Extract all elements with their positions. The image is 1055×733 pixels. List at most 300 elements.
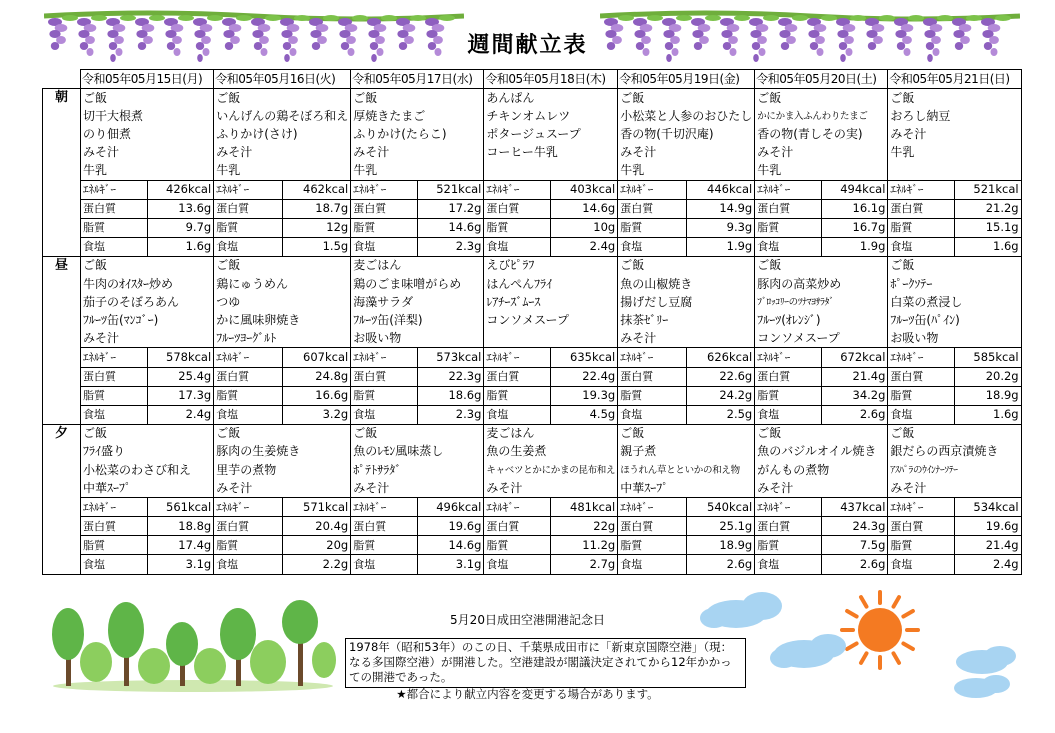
nutrient-value-fat: 9.3g — [686, 218, 755, 237]
nutrient-label-protein: 蛋白質 — [755, 517, 822, 536]
dish-item: かに風味卵焼き — [214, 311, 351, 329]
dish-item — [484, 161, 618, 180]
dish-item: 豚肉の生姜焼き — [214, 443, 351, 461]
nutrient-value-protein: 25.1g — [686, 517, 755, 536]
dish-row — [43, 479, 1022, 498]
dish-item: 麦ごはん — [351, 256, 484, 275]
dish-item: みそ汁 — [214, 143, 351, 161]
nutrient-label-energy: ｴﾈﾙｷﾞｰ — [755, 180, 822, 199]
date-header: 令和05年05月15日(月) — [81, 70, 214, 89]
dish-item: みそ汁 — [351, 479, 484, 498]
nutrient-label-salt: 食塩 — [214, 237, 283, 256]
nutrient-label-fat: 脂質 — [351, 218, 418, 237]
dish-item: ﾌﾙｰﾂ缶(ﾊﾟｲﾝ) — [888, 311, 1021, 329]
dish-item: みそ汁 — [755, 479, 888, 498]
nutrient-value-salt: 1.6g — [955, 405, 1022, 424]
nutrient-value-energy: 496kcal — [417, 498, 484, 517]
nutrient-label-protein: 蛋白質 — [888, 517, 955, 536]
nutrient-label-salt: 食塩 — [214, 555, 283, 574]
dish-row — [43, 161, 1022, 180]
dish-item: 小松菜と人参のおひたし — [618, 107, 755, 125]
nutrient-label-energy: ｴﾈﾙｷﾞｰ — [484, 498, 551, 517]
date-header-row — [43, 70, 1022, 89]
nutrient-label-salt: 食塩 — [755, 237, 822, 256]
nutrient-value-energy: 635kcal — [551, 348, 618, 367]
nutrient-value-fat: 12g — [282, 218, 351, 237]
nutrient-label-protein: 蛋白質 — [214, 517, 283, 536]
dish-item: 魚のﾚﾓﾝ風味蒸し — [351, 443, 484, 461]
dish-item: ご飯 — [618, 424, 755, 443]
dish-item — [888, 161, 1021, 180]
date-header: 令和05年05月20日(土) — [755, 70, 888, 89]
dish-item: ﾌﾗｲ盛り — [81, 443, 214, 461]
dish-item — [484, 329, 618, 348]
nutrient-value-energy: 573kcal — [417, 348, 484, 367]
nutrient-label-protein: 蛋白質 — [755, 367, 822, 386]
nutrient-value-energy: 578kcal — [147, 348, 214, 367]
nutrient-label-energy: ｴﾈﾙｷﾞｰ — [351, 498, 418, 517]
nutrient-label-energy: ｴﾈﾙｷﾞｰ — [214, 498, 283, 517]
dish-row — [43, 461, 1022, 479]
dish-item: ご飯 — [81, 424, 214, 443]
nutrient-label-protein: 蛋白質 — [484, 517, 551, 536]
dish-item: ご飯 — [755, 424, 888, 443]
nutrient-label-energy: ｴﾈﾙｷﾞｰ — [618, 180, 687, 199]
nutrient-label-fat: 脂質 — [214, 386, 283, 405]
nutrient-row-fat — [43, 536, 1022, 555]
date-header: 令和05年05月21日(日) — [888, 70, 1021, 89]
nutrient-label-protein: 蛋白質 — [618, 367, 687, 386]
dish-row — [43, 89, 1022, 108]
dish-item: 厚焼きたまご — [351, 107, 484, 125]
dish-item: 中華ｽｰﾌﾟ — [81, 479, 214, 498]
dish-item: みそ汁 — [618, 143, 755, 161]
nutrient-value-fat: 34.2g — [821, 386, 888, 405]
dish-item: ご飯 — [618, 256, 755, 275]
nutrient-row-protein — [43, 517, 1022, 536]
dish-item: ｱｽﾊﾟﾗのｳｲﾝﾅｰｿﾃｰ — [888, 461, 1021, 479]
nutrient-label-energy: ｴﾈﾙｷﾞｰ — [888, 180, 955, 199]
nutrient-label-energy: ｴﾈﾙｷﾞｰ — [755, 348, 822, 367]
nutrient-label-fat: 脂質 — [755, 536, 822, 555]
dish-item: みそ汁 — [81, 143, 214, 161]
dish-item: ご飯 — [888, 424, 1021, 443]
nutrient-label-protein: 蛋白質 — [351, 517, 418, 536]
dish-item: ふりかけ(さけ) — [214, 125, 351, 143]
dish-item: ご飯 — [888, 256, 1021, 275]
dish-item: ほうれん草とといかの和え物 — [618, 461, 755, 479]
nutrient-label-salt: 食塩 — [214, 405, 283, 424]
nutrient-label-salt: 食塩 — [888, 405, 955, 424]
nutrient-value-protein: 14.6g — [551, 199, 618, 218]
nutrient-value-fat: 18.9g — [955, 386, 1022, 405]
nutrient-label-salt: 食塩 — [351, 555, 418, 574]
nutrient-value-protein: 19.6g — [417, 517, 484, 536]
nutrient-value-energy: 437kcal — [821, 498, 888, 517]
nutrient-value-protein: 24.8g — [282, 367, 351, 386]
nutrient-value-energy: 540kcal — [686, 498, 755, 517]
nutrient-value-fat: 9.7g — [147, 218, 214, 237]
dish-item: みそ汁 — [81, 329, 214, 348]
dish-row — [43, 125, 1022, 143]
dish-item: 揚げだし豆腐 — [618, 293, 755, 311]
nutrient-label-salt: 食塩 — [618, 555, 687, 574]
dish-row — [43, 329, 1022, 348]
dish-item: 香の物(青しその実) — [755, 125, 888, 143]
nutrient-label-protein: 蛋白質 — [618, 517, 687, 536]
nutrient-label-fat: 脂質 — [888, 218, 955, 237]
nutrient-label-energy: ｴﾈﾙｷﾞｰ — [484, 180, 551, 199]
nutrient-value-protein: 19.6g — [955, 517, 1022, 536]
dish-row — [43, 443, 1022, 461]
nutrient-label-salt: 食塩 — [484, 405, 551, 424]
dish-row — [43, 424, 1022, 443]
dish-item: ふりかけ(たらこ) — [351, 125, 484, 143]
corner-cell — [43, 70, 81, 89]
dish-item: みそ汁 — [888, 125, 1021, 143]
dish-item: ご飯 — [755, 256, 888, 275]
nutrient-label-energy: ｴﾈﾙｷﾞｰ — [81, 180, 148, 199]
dish-item: 里芋の煮物 — [214, 461, 351, 479]
nutrient-label-protein: 蛋白質 — [484, 367, 551, 386]
nutrient-value-salt: 2.3g — [417, 237, 484, 256]
nutrient-label-fat: 脂質 — [214, 218, 283, 237]
dish-item: 魚の山椒焼き — [618, 275, 755, 293]
nutrient-label-fat: 脂質 — [755, 218, 822, 237]
dish-item: 魚の生姜煮 — [484, 443, 618, 461]
nutrient-value-energy: 626kcal — [686, 348, 755, 367]
dish-item: 牛乳 — [214, 161, 351, 180]
dish-item: 銀だらの西京漬焼き — [888, 443, 1021, 461]
nutrient-label-fat: 脂質 — [81, 386, 148, 405]
nutrient-label-protein: 蛋白質 — [618, 199, 687, 218]
nutrient-value-fat: 19.3g — [551, 386, 618, 405]
dish-row — [43, 293, 1022, 311]
nutrient-value-salt: 2.6g — [686, 555, 755, 574]
meal-label: 昼 — [43, 256, 81, 424]
dish-item: みそ汁 — [484, 479, 618, 498]
nutrient-value-energy: 494kcal — [821, 180, 888, 199]
nutrient-row-salt — [43, 405, 1022, 424]
dish-item: ご飯 — [214, 424, 351, 443]
dish-item: お吸い物 — [351, 329, 484, 348]
nutrient-value-salt: 2.7g — [551, 555, 618, 574]
nutrient-value-energy: 571kcal — [282, 498, 351, 517]
nutrient-label-energy: ｴﾈﾙｷﾞｰ — [214, 180, 283, 199]
dish-item: がんもの煮物 — [755, 461, 888, 479]
dish-item: ご飯 — [888, 89, 1021, 108]
dish-item: 牛乳 — [888, 143, 1021, 161]
dish-item: 小松菜のわさび和え — [81, 461, 214, 479]
dish-item: 麦ごはん — [484, 424, 618, 443]
nutrient-value-energy: 534kcal — [955, 498, 1022, 517]
dish-item: ご飯 — [214, 256, 351, 275]
dish-row — [43, 275, 1022, 293]
nutrient-label-fat: 脂質 — [618, 536, 687, 555]
nutrient-label-fat: 脂質 — [351, 386, 418, 405]
nutrient-value-protein: 22.6g — [686, 367, 755, 386]
nutrient-row-energy — [43, 348, 1022, 367]
nutrient-value-energy: 607kcal — [282, 348, 351, 367]
nutrient-label-salt: 食塩 — [351, 405, 418, 424]
dish-item: 魚のバジルオイル焼き — [755, 443, 888, 461]
dish-item: お吸い物 — [888, 329, 1021, 348]
nutrient-value-salt: 3.2g — [282, 405, 351, 424]
dish-item: 海藻サラダ — [351, 293, 484, 311]
nutrient-value-energy: 462kcal — [282, 180, 351, 199]
nutrient-label-salt: 食塩 — [888, 555, 955, 574]
nutrient-label-protein: 蛋白質 — [214, 367, 283, 386]
dish-item: ﾌﾙｰﾂ缶(洋梨) — [351, 311, 484, 329]
nutrient-value-salt: 2.4g — [955, 555, 1022, 574]
dish-item: つゆ — [214, 293, 351, 311]
dish-item: ﾎﾟﾃﾄｻﾗﾀﾞ — [351, 461, 484, 479]
nutrient-value-protein: 20.2g — [955, 367, 1022, 386]
event-title: 5月20日成田空港開港記念日 — [450, 613, 605, 627]
dish-item: ﾎﾟｰｸｿﾃｰ — [888, 275, 1021, 293]
dish-item: 牛肉のｵｲｽﾀｰ炒め — [81, 275, 214, 293]
nutrient-value-energy: 585kcal — [955, 348, 1022, 367]
dish-item: 豚肉の高菜炒め — [755, 275, 888, 293]
nutrient-value-fat: 21.4g — [955, 536, 1022, 555]
nutrient-label-energy: ｴﾈﾙｷﾞｰ — [618, 348, 687, 367]
nutrient-row-fat — [43, 386, 1022, 405]
nutrient-label-salt: 食塩 — [618, 237, 687, 256]
dish-item: みそ汁 — [618, 329, 755, 348]
nutrient-label-protein: 蛋白質 — [81, 367, 148, 386]
nutrient-label-protein: 蛋白質 — [755, 199, 822, 218]
dish-item: ﾌﾙｰﾂ(ｵﾚﾝｼﾞ) — [755, 311, 888, 329]
dish-item: 鶏にゅうめん — [214, 275, 351, 293]
nutrient-label-protein: 蛋白質 — [81, 199, 148, 218]
dish-item: コーヒー牛乳 — [484, 143, 618, 161]
nutrient-label-fat: 脂質 — [484, 218, 551, 237]
nutrient-row-fat — [43, 218, 1022, 237]
dish-item: えびﾋﾟﾗﾌ — [484, 256, 618, 275]
nutrient-value-protein: 13.6g — [147, 199, 214, 218]
dish-row — [43, 311, 1022, 329]
nutrient-label-salt: 食塩 — [484, 555, 551, 574]
nutrient-value-protein: 17.2g — [417, 199, 484, 218]
nutrient-value-energy: 521kcal — [955, 180, 1022, 199]
nutrient-label-fat: 脂質 — [214, 536, 283, 555]
nutrient-value-fat: 17.3g — [147, 386, 214, 405]
date-header: 令和05年05月17日(水) — [351, 70, 484, 89]
nutrient-label-protein: 蛋白質 — [81, 517, 148, 536]
meal-label: 朝 — [43, 89, 81, 257]
dish-item: ご飯 — [81, 89, 214, 108]
nutrient-label-salt: 食塩 — [351, 237, 418, 256]
nutrient-row-energy — [43, 180, 1022, 199]
nutrient-label-energy: ｴﾈﾙｷﾞｰ — [351, 180, 418, 199]
nutrient-label-protein: 蛋白質 — [214, 199, 283, 218]
nutrient-value-salt: 1.9g — [821, 237, 888, 256]
dish-item: 茄子のそぼろあん — [81, 293, 214, 311]
nutrient-value-energy: 426kcal — [147, 180, 214, 199]
nutrient-value-fat: 11.2g — [551, 536, 618, 555]
nutrient-label-energy: ｴﾈﾙｷﾞｰ — [484, 348, 551, 367]
dish-item: ポタージュスープ — [484, 125, 618, 143]
dish-item: 白菜の煮浸し — [888, 293, 1021, 311]
nutrient-label-salt: 食塩 — [81, 237, 148, 256]
nutrient-label-fat: 脂質 — [484, 386, 551, 405]
nutrient-label-energy: ｴﾈﾙｷﾞｰ — [888, 348, 955, 367]
nutrient-value-fat: 20g — [282, 536, 351, 555]
nutrient-label-fat: 脂質 — [618, 386, 687, 405]
nutrient-value-salt: 1.9g — [686, 237, 755, 256]
nutrient-value-protein: 21.2g — [955, 199, 1022, 218]
nutrient-label-energy: ｴﾈﾙｷﾞｰ — [755, 498, 822, 517]
dish-item: 牛乳 — [81, 161, 214, 180]
nutrient-label-salt: 食塩 — [81, 405, 148, 424]
dish-item: はんぺんﾌﾗｲ — [484, 275, 618, 293]
dish-item: ご飯 — [351, 89, 484, 108]
nutrient-value-salt: 1.6g — [955, 237, 1022, 256]
dish-item: ご飯 — [755, 89, 888, 108]
nutrient-row-protein — [43, 367, 1022, 386]
nutrient-value-fat: 18.6g — [417, 386, 484, 405]
nutrient-value-fat: 16.7g — [821, 218, 888, 237]
nutrient-value-protein: 22.4g — [551, 367, 618, 386]
nutrient-label-protein: 蛋白質 — [351, 199, 418, 218]
nutrient-value-protein: 22g — [551, 517, 618, 536]
nutrient-row-salt — [43, 237, 1022, 256]
nutrient-value-salt: 2.3g — [417, 405, 484, 424]
nutrient-label-energy: ｴﾈﾙｷﾞｰ — [81, 348, 148, 367]
dish-row — [43, 143, 1022, 161]
nutrient-label-fat: 脂質 — [351, 536, 418, 555]
menu-table — [42, 69, 1022, 575]
nutrient-value-salt: 1.5g — [282, 237, 351, 256]
nutrient-label-salt: 食塩 — [618, 405, 687, 424]
nutrient-label-energy: ｴﾈﾙｷﾞｰ — [81, 498, 148, 517]
nutrient-value-fat: 14.6g — [417, 536, 484, 555]
nutrient-label-fat: 脂質 — [755, 386, 822, 405]
dish-item: ご飯 — [214, 89, 351, 108]
dish-item: 親子煮 — [618, 443, 755, 461]
event-description: 1978年（昭和53年）のこの日、千葉県成田市に「新東京国際空港」（現：なる多国際空港）が開港した。空港建設が閣議決定されてから12年かかっての開港であった。 — [345, 638, 746, 688]
nutrient-label-protein: 蛋白質 — [888, 199, 955, 218]
nutrient-label-salt: 食塩 — [81, 555, 148, 574]
dish-item: みそ汁 — [755, 143, 888, 161]
nutrient-row-salt — [43, 555, 1022, 574]
nutrient-value-protein: 18.7g — [282, 199, 351, 218]
dish-item: ﾌﾞﾛｯｺﾘｰのﾂﾅﾏﾖｻﾗﾀﾞ — [755, 293, 888, 311]
dish-item: コンソメスープ — [755, 329, 888, 348]
nutrient-label-protein: 蛋白質 — [484, 199, 551, 218]
nutrient-value-salt: 3.1g — [147, 555, 214, 574]
nutrient-value-salt: 2.4g — [551, 237, 618, 256]
nutrient-row-energy — [43, 498, 1022, 517]
nutrient-value-fat: 10g — [551, 218, 618, 237]
nutrient-value-fat: 7.5g — [821, 536, 888, 555]
nutrient-value-energy: 561kcal — [147, 498, 214, 517]
nutrient-value-salt: 2.6g — [821, 555, 888, 574]
date-header: 令和05年05月16日(火) — [214, 70, 351, 89]
nutrient-value-salt: 2.4g — [147, 405, 214, 424]
dish-item: 中華ｽｰﾌﾟ — [618, 479, 755, 498]
dish-item: キャベツとかにかまの昆布和え — [484, 461, 618, 479]
nutrient-value-fat: 16.6g — [282, 386, 351, 405]
nutrient-value-energy: 446kcal — [686, 180, 755, 199]
nutrient-label-energy: ｴﾈﾙｷﾞｰ — [618, 498, 687, 517]
dish-item: 牛乳 — [351, 161, 484, 180]
nutrient-value-protein: 21.4g — [821, 367, 888, 386]
nutrient-value-salt: 2.5g — [686, 405, 755, 424]
nutrient-label-fat: 脂質 — [888, 386, 955, 405]
nutrient-value-protein: 25.4g — [147, 367, 214, 386]
nutrient-label-salt: 食塩 — [755, 405, 822, 424]
nutrient-value-energy: 672kcal — [821, 348, 888, 367]
dish-item: かにかま入ふんわりたまご — [755, 107, 888, 125]
nutrient-label-energy: ｴﾈﾙｷﾞｰ — [351, 348, 418, 367]
date-header: 令和05年05月19日(金) — [618, 70, 755, 89]
date-header: 令和05年05月18日(木) — [484, 70, 618, 89]
nutrient-value-salt: 2.6g — [821, 405, 888, 424]
nutrient-label-fat: 脂質 — [81, 536, 148, 555]
dish-item: いんげんの鶏そぼろ和え — [214, 107, 351, 125]
dish-item: 抹茶ｾﾞﾘｰ — [618, 311, 755, 329]
dish-item: 切干大根煮 — [81, 107, 214, 125]
nutrient-value-fat: 15.1g — [955, 218, 1022, 237]
nutrient-value-salt: 4.5g — [551, 405, 618, 424]
page-title: 週間献立表 — [467, 33, 588, 58]
nutrient-value-fat: 17.4g — [147, 536, 214, 555]
nutrient-label-salt: 食塩 — [888, 237, 955, 256]
nutrient-label-fat: 脂質 — [888, 536, 955, 555]
nutrient-value-energy: 403kcal — [551, 180, 618, 199]
nutrient-label-fat: 脂質 — [484, 536, 551, 555]
nutrient-label-protein: 蛋白質 — [888, 367, 955, 386]
nutrient-label-fat: 脂質 — [81, 218, 148, 237]
dish-item: みそ汁 — [214, 479, 351, 498]
dish-item: ﾌﾙｰﾂ缶(ﾏﾝｺﾞｰ) — [81, 311, 214, 329]
nutrient-label-salt: 食塩 — [755, 555, 822, 574]
dish-row — [43, 107, 1022, 125]
dish-item: ご飯 — [81, 256, 214, 275]
nutrient-label-fat: 脂質 — [618, 218, 687, 237]
nutrient-value-protein: 14.9g — [686, 199, 755, 218]
nutrient-value-protein: 24.3g — [821, 517, 888, 536]
nutrient-value-salt: 1.6g — [147, 237, 214, 256]
dish-item: チキンオムレツ — [484, 107, 618, 125]
dish-item: みそ汁 — [888, 479, 1021, 498]
nutrient-value-fat: 24.2g — [686, 386, 755, 405]
dish-item: みそ汁 — [351, 143, 484, 161]
nutrient-value-fat: 18.9g — [686, 536, 755, 555]
dish-item: ご飯 — [351, 424, 484, 443]
dish-item: ﾌﾙｰﾂﾖｰｸﾞﾙﾄ — [214, 329, 351, 348]
dish-item: のり佃煮 — [81, 125, 214, 143]
dish-item: 牛乳 — [755, 161, 888, 180]
dish-item: あんぱん — [484, 89, 618, 108]
dish-item: 牛乳 — [618, 161, 755, 180]
dish-row — [43, 256, 1022, 275]
dish-item: ご飯 — [618, 89, 755, 108]
meal-label: 夕 — [43, 424, 81, 574]
nutrient-label-salt: 食塩 — [484, 237, 551, 256]
nutrient-label-protein: 蛋白質 — [351, 367, 418, 386]
nutrient-value-energy: 521kcal — [417, 180, 484, 199]
nutrient-label-energy: ｴﾈﾙｷﾞｰ — [214, 348, 283, 367]
nutrient-value-salt: 2.2g — [282, 555, 351, 574]
nutrient-value-fat: 14.6g — [417, 218, 484, 237]
nutrient-value-protein: 18.8g — [147, 517, 214, 536]
dish-item: コンソメスープ — [484, 311, 618, 329]
dish-item: 鶏のごま味噌がらめ — [351, 275, 484, 293]
nutrient-value-energy: 481kcal — [551, 498, 618, 517]
nutrient-value-protein: 22.3g — [417, 367, 484, 386]
